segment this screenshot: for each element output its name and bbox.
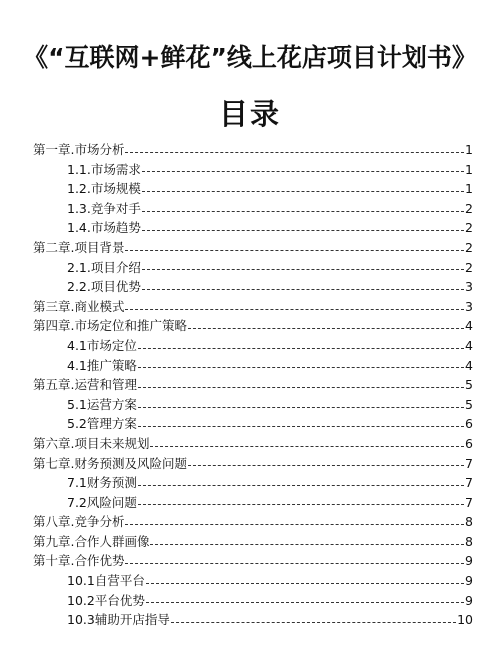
toc-entry-label: 10.2平台优势 [67, 592, 145, 608]
toc-entry-label: 2.2.项目优势 [67, 279, 141, 295]
toc-page-number: 9 [465, 592, 473, 608]
document-title: 《“互联网+鲜花”线上花店项目计划书》 [23, 43, 477, 72]
toc-page-number: 6 [465, 416, 473, 432]
toc-subsection-entry[interactable] [33, 218, 473, 238]
toc-subsection-entry[interactable] [33, 610, 473, 630]
table-of-contents [33, 140, 473, 630]
toc-subsection-entry[interactable] [33, 199, 473, 219]
toc-entry-label: 第七章.财务预测及风险问题 [33, 455, 187, 471]
toc-heading: 目录 [218, 97, 281, 131]
toc-dot-leader [188, 464, 464, 466]
toc-page-number: 1 [465, 181, 473, 197]
toc-page-number: 4 [465, 357, 473, 373]
toc-page-number: 2 [465, 239, 473, 255]
toc-dot-leader [138, 347, 464, 349]
toc-subsection-entry[interactable] [33, 395, 473, 415]
toc-page-number: 2 [465, 220, 473, 236]
toc-dot-leader [125, 523, 464, 525]
toc-entry-label: 1.3.竞争对手 [67, 200, 141, 216]
toc-chapter-entry[interactable] [33, 512, 473, 532]
toc-subsection-entry[interactable] [33, 179, 473, 199]
toc-entry-label: 7.1财务预测 [67, 475, 137, 491]
toc-page-number: 9 [465, 573, 473, 589]
toc-subsection-entry[interactable] [33, 258, 473, 278]
toc-entry-label: 1.1.市场需求 [67, 161, 141, 177]
toc-chapter-entry[interactable] [33, 551, 473, 571]
toc-chapter-entry[interactable] [33, 454, 473, 474]
toc-page-number: 2 [465, 259, 473, 275]
toc-dot-leader [125, 562, 464, 564]
toc-dot-leader [146, 582, 464, 584]
toc-chapter-entry[interactable] [33, 297, 473, 317]
toc-entry-label: 第四章.市场定位和推广策略 [33, 318, 187, 334]
toc-subsection-entry[interactable] [33, 493, 473, 513]
toc-page-number: 1 [465, 161, 473, 177]
toc-dot-leader [125, 249, 464, 251]
toc-page-number: 4 [465, 337, 473, 353]
toc-entry-label: 第二章.项目背景 [33, 239, 125, 255]
toc-page-number: 7 [465, 494, 473, 510]
toc-chapter-entry[interactable] [33, 238, 473, 258]
toc-entry-label: 2.1.项目介绍 [67, 259, 141, 275]
toc-entry-label: 7.2风险问题 [67, 494, 137, 510]
toc-chapter-entry[interactable] [33, 375, 473, 395]
toc-dot-leader [138, 503, 464, 505]
toc-entry-label: 10.1自营平台 [67, 573, 145, 589]
toc-dot-leader [142, 210, 464, 212]
toc-dot-leader [125, 308, 464, 310]
toc-subsection-entry[interactable] [33, 571, 473, 591]
toc-page-number: 6 [465, 435, 473, 451]
toc-page-number: 8 [465, 533, 473, 549]
toc-dot-leader [171, 621, 456, 623]
toc-dot-leader [138, 425, 464, 427]
toc-chapter-entry[interactable] [33, 140, 473, 160]
toc-dot-leader [188, 327, 464, 329]
toc-chapter-entry[interactable] [33, 532, 473, 552]
toc-page-number: 5 [465, 396, 473, 412]
toc-entry-label: 第一章.市场分析 [33, 142, 125, 157]
toc-page-number: 9 [465, 553, 473, 569]
toc-subsection-entry[interactable] [33, 277, 473, 297]
toc-entry-label: 4.1推广策略 [67, 357, 137, 373]
toc-subsection-entry[interactable] [33, 160, 473, 180]
toc-page-number: 4 [465, 318, 473, 334]
toc-page-number: 7 [465, 475, 473, 491]
toc-dot-leader [150, 543, 464, 545]
toc-dot-leader [138, 386, 464, 388]
toc-entry-label: 10.3辅助开店指导 [67, 612, 170, 628]
toc-page-number: 8 [465, 514, 473, 530]
toc-dot-leader [138, 406, 464, 408]
toc-entry-label: 第九章.合作人群画像 [33, 533, 150, 549]
toc-subsection-entry[interactable] [33, 356, 473, 376]
toc-subsection-entry[interactable] [33, 591, 473, 611]
toc-page-number: 7 [465, 455, 473, 471]
toc-page-number: 3 [465, 279, 473, 295]
toc-page-number: 3 [465, 298, 473, 314]
toc-subsection-entry[interactable] [33, 336, 473, 356]
toc-entry-label: 1.2.市场规模 [67, 181, 141, 197]
toc-dot-leader [142, 229, 464, 231]
toc-entry-label: 1.4.市场趋势 [67, 220, 141, 236]
toc-page-number: 5 [465, 377, 473, 393]
toc-dot-leader [142, 288, 464, 290]
toc-entry-label: 第八章.竞争分析 [33, 514, 125, 530]
toc-dot-leader [125, 151, 464, 153]
toc-dot-leader [142, 268, 464, 270]
toc-entry-label: 第十章.合作优势 [33, 553, 125, 569]
toc-dot-leader [138, 484, 464, 486]
toc-entry-label: 4.1市场定位 [67, 337, 137, 353]
toc-chapter-entry[interactable] [33, 434, 473, 454]
toc-dot-leader [142, 190, 464, 192]
toc-dot-leader [150, 445, 464, 447]
toc-dot-leader [138, 366, 464, 368]
toc-dot-leader [146, 601, 464, 603]
toc-entry-label: 第五章.运营和管理 [33, 377, 137, 393]
toc-page-number: 1 [465, 142, 473, 157]
toc-entry-label: 5.2管理方案 [67, 416, 137, 432]
toc-page-number: 2 [465, 200, 473, 216]
toc-page-number: 10 [457, 612, 473, 628]
toc-entry-label: 5.1运营方案 [67, 396, 137, 412]
toc-entry-label: 第三章.商业模式 [33, 298, 125, 314]
toc-entry-label: 第六章.项目未来规划 [33, 435, 150, 451]
toc-chapter-entry[interactable] [33, 316, 473, 336]
toc-subsection-entry[interactable] [33, 414, 473, 434]
toc-subsection-entry[interactable] [33, 473, 473, 493]
toc-dot-leader [142, 170, 464, 172]
